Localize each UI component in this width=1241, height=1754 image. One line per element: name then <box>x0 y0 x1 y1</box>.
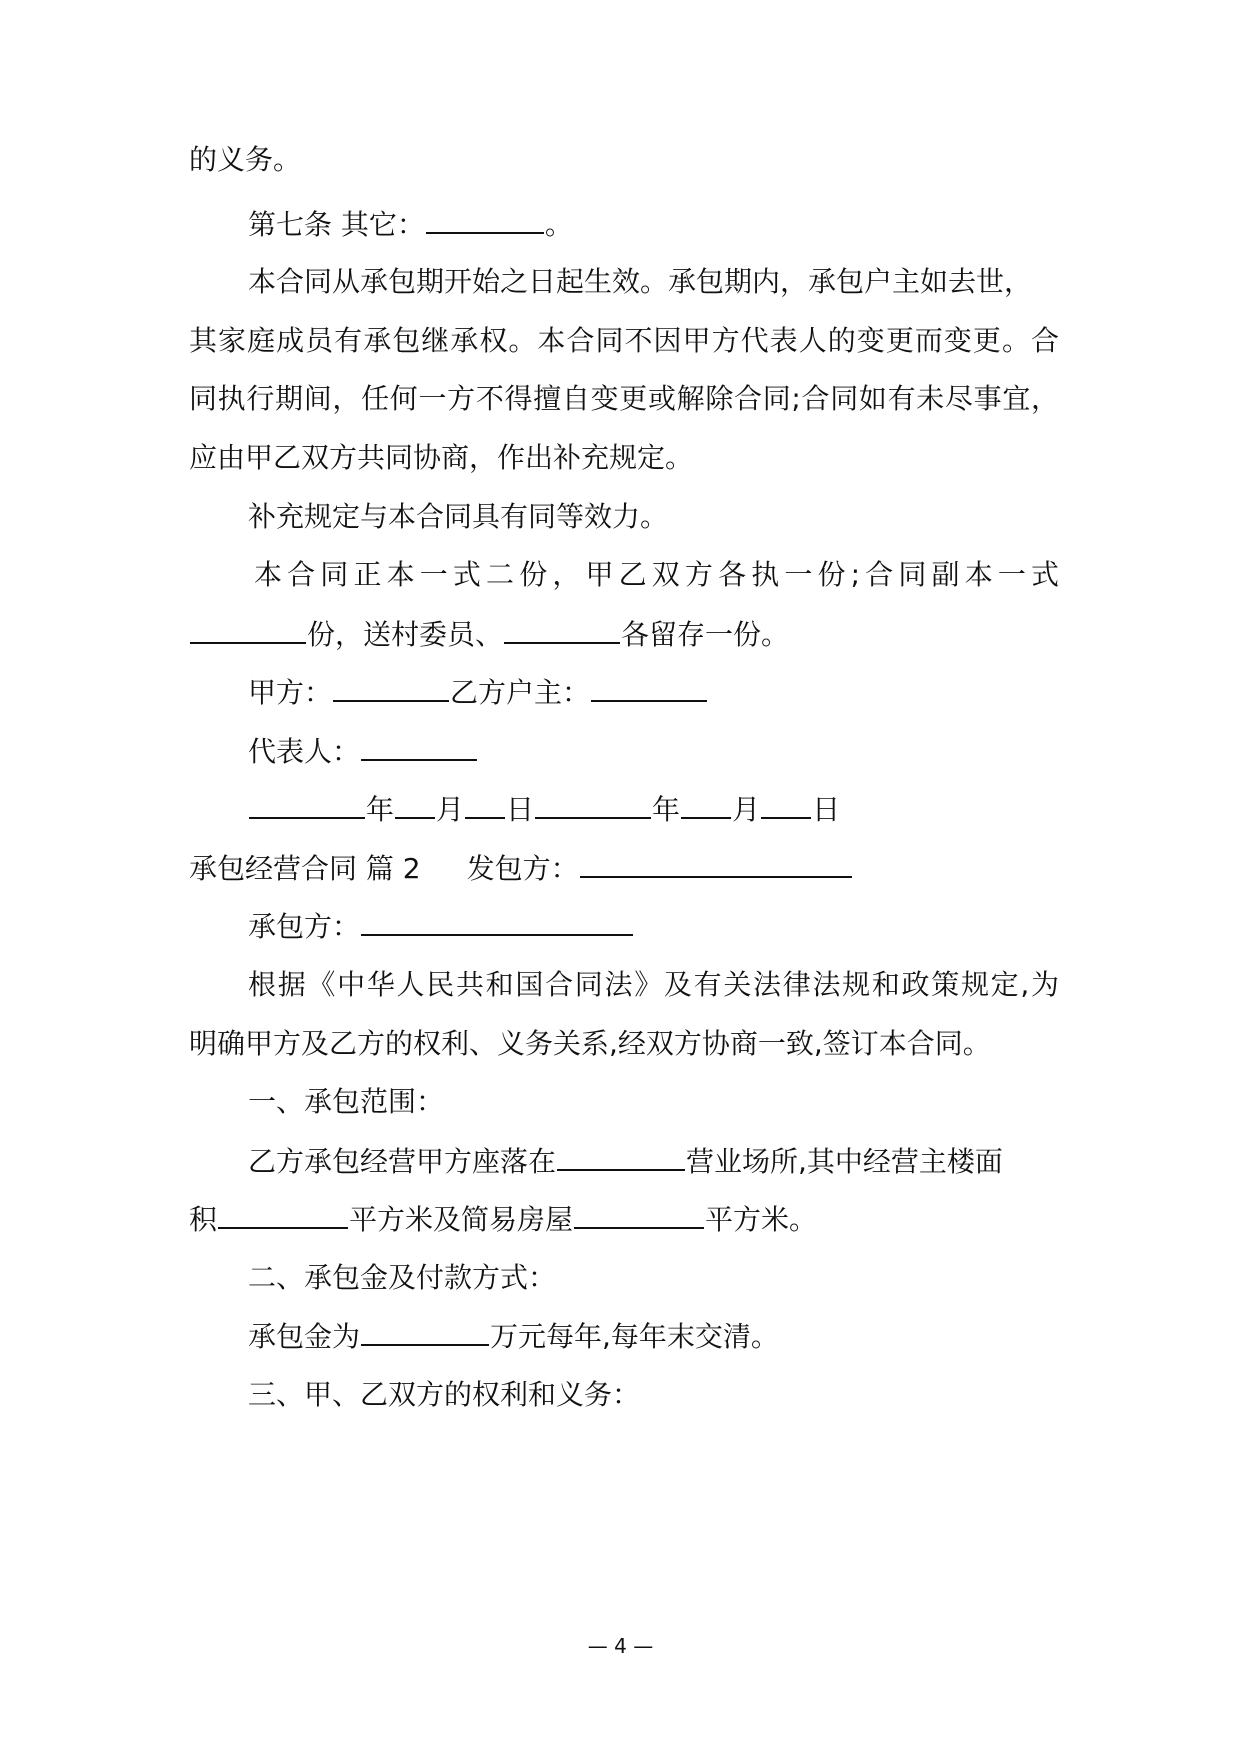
fill-blank <box>574 1199 704 1229</box>
text-segment: 本合同正本一式二份，甲乙双方各执一份;合同副本一式 <box>254 558 1059 591</box>
fill-blank <box>190 614 306 644</box>
text-segment: 本合同从承包期开始之日起生效。承包期内，承包户主如去世， <box>248 265 1033 298</box>
text-segment: 。 <box>544 208 573 241</box>
paragraph-line <box>248 262 1059 302</box>
fill-blank <box>333 672 449 702</box>
section-heading: 承包经营合同 篇 2 <box>189 852 421 885</box>
fill-blank <box>218 1199 348 1229</box>
text-segment: 日 <box>812 793 841 826</box>
text-segment: 年 <box>366 793 395 826</box>
fill-blank <box>681 789 731 819</box>
contractor-line <box>248 906 1059 946</box>
text-segment: 其家庭成员有承包继承权。本合同不因甲方代表人的变更而变更。合 <box>189 324 1059 357</box>
text-segment: 平方米。 <box>705 1203 818 1236</box>
text-segment: 补充规定与本合同具有同等效力。 <box>248 500 669 533</box>
text-segment: 同执行期间，任何一方不得擅自变更或解除合同;合同如有未尽事宜， <box>189 382 1059 415</box>
text-segment: 根据《中华人民共和国合同法》及有关法律法规和政策规定,为 <box>248 968 1059 1001</box>
paragraph-line <box>189 379 1059 419</box>
text-segment: 的义务。 <box>189 143 302 176</box>
paragraph-line <box>248 497 1059 537</box>
section-heading-line <box>248 1375 1059 1415</box>
section-heading-line <box>248 1258 1059 1298</box>
clause-seven-line <box>248 204 1059 244</box>
party-b-label: 乙方户主： <box>450 676 591 709</box>
text-segment: 乙方承包经营甲方座落在 <box>248 1145 557 1178</box>
signature-party-line <box>248 672 1059 712</box>
issuer-label: 发包方： <box>466 852 579 885</box>
text-segment: 明确甲方及乙方的权利、义务关系,经双方协商一致,签订本合同。 <box>189 1027 991 1060</box>
section-heading: 一、承包范围： <box>248 1085 445 1118</box>
paragraph-line <box>248 965 1059 1005</box>
fill-blank <box>535 789 651 819</box>
text-segment: 应由甲乙双方共同协商，作出补充规定。 <box>189 441 694 474</box>
date-line <box>248 789 1059 829</box>
text-segment: 积 <box>189 1203 218 1236</box>
text-segment: 月 <box>436 793 465 826</box>
fill-blank <box>504 614 620 644</box>
fill-blank <box>557 1141 685 1171</box>
text-segment: 月 <box>732 793 761 826</box>
text-segment: 营业场所,其中经营主楼面 <box>686 1145 1003 1178</box>
paragraph-line <box>248 1141 1059 1181</box>
fill-blank <box>361 1316 489 1346</box>
representative-label: 代表人： <box>248 735 361 768</box>
paragraph-line <box>189 1024 1059 1064</box>
paragraph-line <box>189 321 1059 361</box>
contract-two-heading-line <box>189 848 1059 888</box>
copies-line <box>189 614 1059 654</box>
section-heading: 三、甲、乙双方的权利和义务： <box>248 1378 641 1411</box>
fill-blank <box>591 672 707 702</box>
fill-blank <box>580 848 852 878</box>
paragraph-line <box>248 1316 1059 1356</box>
text-segment: 万元每年,每年末交清。 <box>490 1320 779 1353</box>
fill-blank <box>395 789 435 819</box>
text-segment: 日 <box>506 793 535 826</box>
fill-blank <box>361 906 633 936</box>
party-a-label: 甲方： <box>248 676 333 709</box>
fill-blank <box>361 731 477 761</box>
paragraph-line <box>189 438 1059 478</box>
section-heading-line <box>248 1082 1059 1122</box>
page-number: — 4 — <box>587 1634 654 1658</box>
text-segment: 各留存一份。 <box>621 618 790 651</box>
text-segment: 承包金为 <box>248 1320 361 1353</box>
fill-blank <box>249 789 365 819</box>
contractor-label: 承包方： <box>248 910 361 943</box>
fill-blank <box>761 789 811 819</box>
text-segment: 份，送村委员、 <box>307 618 504 651</box>
text-segment: 平方米及简易房屋 <box>349 1203 574 1236</box>
section-heading: 二、承包金及付款方式： <box>248 1261 557 1294</box>
paragraph-line <box>254 555 1059 595</box>
paragraph-line <box>189 140 1059 180</box>
text-segment: 年 <box>652 793 681 826</box>
paragraph-line <box>189 1199 1059 1239</box>
text-segment: 第七条 其它： <box>248 208 425 241</box>
fill-blank <box>465 789 505 819</box>
fill-blank <box>426 204 544 234</box>
representative-line <box>248 731 1059 771</box>
